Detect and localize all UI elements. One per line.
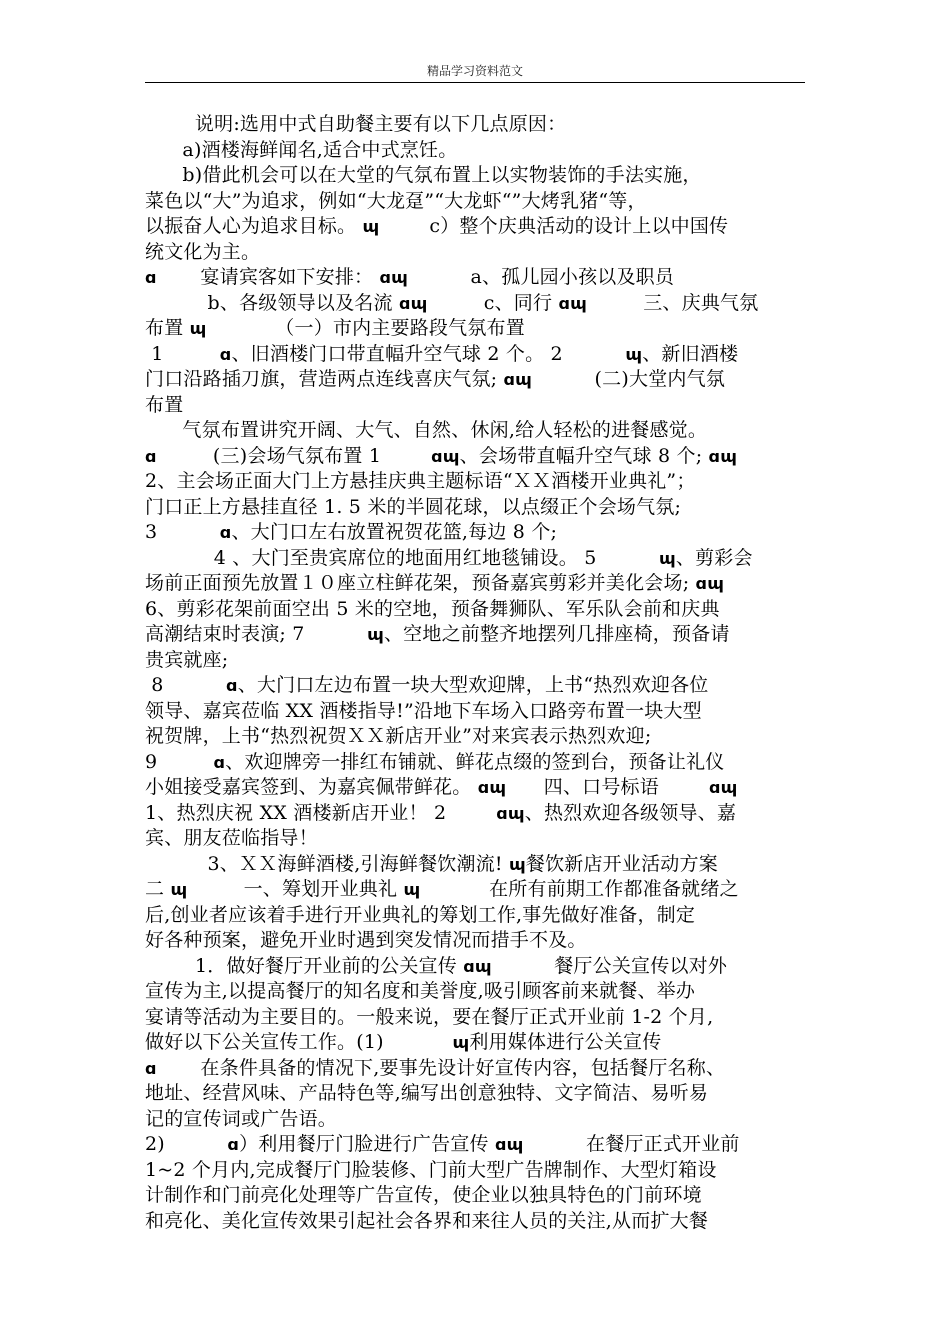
text-line: 小姐接受嘉宾签到、为嘉宾佩带鲜花。 ɑɰ 四、口号标语 ɑɰ <box>145 776 738 798</box>
text-line: 记的宣传词或广告语。 <box>145 1107 338 1130</box>
text-line: 2) ɑ）利用餐厅门脸进行广告宣传 ɑɰ 在餐厅正式开业前 <box>145 1133 740 1155</box>
text-line: 4 、大门至贵宾席位的地面用红地毯铺设。 5 ɰ、剪彩会 <box>213 546 753 569</box>
text-line: 二 ɰ 一、筹划开业典礼 ɰ 在所有前期工作都准备就绪之 <box>145 878 739 900</box>
text-line: 门口沿路插刀旗，营造两点连线喜庆气氛; ɑɰ (二)大堂内气氛 <box>145 368 726 390</box>
text-line: 布置 ɰ （一）市内主要路段气氛布置 <box>145 317 525 339</box>
text-line: 后,创业者应该着手进行开业典礼的筹划工作,事先做好准备，制定 <box>145 903 696 926</box>
header-rule <box>145 82 805 83</box>
text-line: 高潮结束时表演; 7 ɰ、空地之前整齐地摆列几排座椅，预备请 <box>145 623 730 645</box>
text-line: 祝贺牌，上书“热烈祝贺ＸＸ新店开业”对来宾表示热烈欢迎; <box>145 725 652 747</box>
text-line: 宣传为主,以提高餐厅的知名度和美誉度,吸引顾客前来就餐、举办 <box>145 980 696 1002</box>
text-line: 1、热烈庆祝 XX 酒楼新店开业！ 2 ɑɰ、热烈欢迎各级领导、嘉 <box>145 801 737 824</box>
text-line: ɑ 在条件具备的情况下,要事先设计好宣传内容，包括餐厅名称、 <box>145 1056 726 1079</box>
document-body <box>145 112 807 1234</box>
text-line: 气氛布置讲究开阔、大气、自然、休闲,给人轻松的进餐感觉。 <box>145 419 708 441</box>
text-line: 1 ɑ、旧酒楼门口带直幅升空气球 2 个。 2 ɰ、新旧酒楼 <box>151 342 739 365</box>
text-line: 宾、朋友莅临指导！ <box>145 827 318 849</box>
text-line: 计制作和门前亮化处理等广告宣传，使企业以独具特色的门前环境 <box>145 1184 702 1206</box>
text-line: 地址、经营风味、产品特色等,编写出创意独特、文字简洁、易听易 <box>145 1082 709 1104</box>
text-line: 统文化为主。 <box>145 240 261 263</box>
text-line: ɑ 宴请宾客如下安排： ɑɰ a、孤儿园小孩以及职员 <box>145 266 675 288</box>
text-line: 2、主会场正面大门上方悬挂庆典主题标语“ＸＸ酒楼开业典礼”； <box>145 470 696 492</box>
text-line: ɑ (三)会场气氛布置 1 ɑɰ、会场带直幅升空气球 8 个; ɑɰ <box>145 444 738 467</box>
text-line: 场前正面预先放置１０座立柱鲜花架，预备嘉宾剪彩并美化会场; ɑɰ <box>145 572 725 594</box>
text-line: 说明:选用中式自助餐主要有以下几点原因： <box>145 113 567 135</box>
text-line: 8 ɑ、大门口左边布置一块大型欢迎牌，上书“热烈欢迎各位 <box>151 674 709 696</box>
text-line: b、各级领导以及名流 ɑɰ c、同行 ɑɰ 三、庆典气氛 <box>207 291 759 314</box>
text-line: 6、剪彩花架前面空出 5 米的空地，预备舞狮队、军乐队会前和庆典 <box>145 597 720 620</box>
text-line: 9 ɑ、欢迎牌旁一排红布铺就、鲜花点缀的签到台，预备让礼仪 <box>145 750 725 773</box>
page-header: 精品学习资料范文 <box>426 64 523 78</box>
text-line: 以振奋人心为追求目标。 ɰ c）整个庆典活动的设计上以中国传 <box>145 215 729 237</box>
text-line: 菜色以“大”为追求，例如“大龙趸”“大龙虾“”大烤乳猪“等， <box>145 189 647 212</box>
text-line: 做好以下公关宣传工作。(1) ɰ利用媒体进行公关宣传 <box>145 1031 662 1053</box>
text-line: 贵宾就座; <box>145 648 229 671</box>
text-line: 1．做好餐厅开业前的公关宣传 ɑɰ 餐厅公关宣传以对外 <box>195 954 728 977</box>
text-line: b)借此机会可以在大堂的气氛布置上以实物装饰的手法实施， <box>145 164 702 186</box>
text-line: 3、ＸＸ海鲜酒楼,引海鲜餐饮潮流! ɰ餐饮新店开业活动方案 <box>207 852 718 875</box>
text-line: 好各种预案，避免开业时遇到突发情况而措手不及。 <box>145 929 587 951</box>
text-line: 领导、嘉宾莅临 XX 酒楼指导!”沿地下车场入口路旁布置一块大型 <box>145 699 702 722</box>
text-line: 和亮化、美化宣传效果引起社会各界和来往人员的关注,从而扩大餐 <box>145 1209 709 1232</box>
text-line: a)酒楼海鲜闻名,适合中式烹饪。 <box>145 138 458 161</box>
text-line: 布置 <box>145 393 184 416</box>
text-line: 3 ɑ、大门口左右放置祝贺花篮,每边 8 个; <box>145 521 558 543</box>
text-line: 1~2 个月内,完成餐厅门脸装修、门前大型广告牌制作、大型灯箱设 <box>145 1158 717 1181</box>
text-line: 宴请等活动为主要目的。一般来说，要在餐厅正式开业前 1-2 个月, <box>145 1005 714 1028</box>
text-line: 门口正上方悬挂直径 1. 5 米的半圆花球，以点缀正个会场气氛; <box>145 495 682 518</box>
